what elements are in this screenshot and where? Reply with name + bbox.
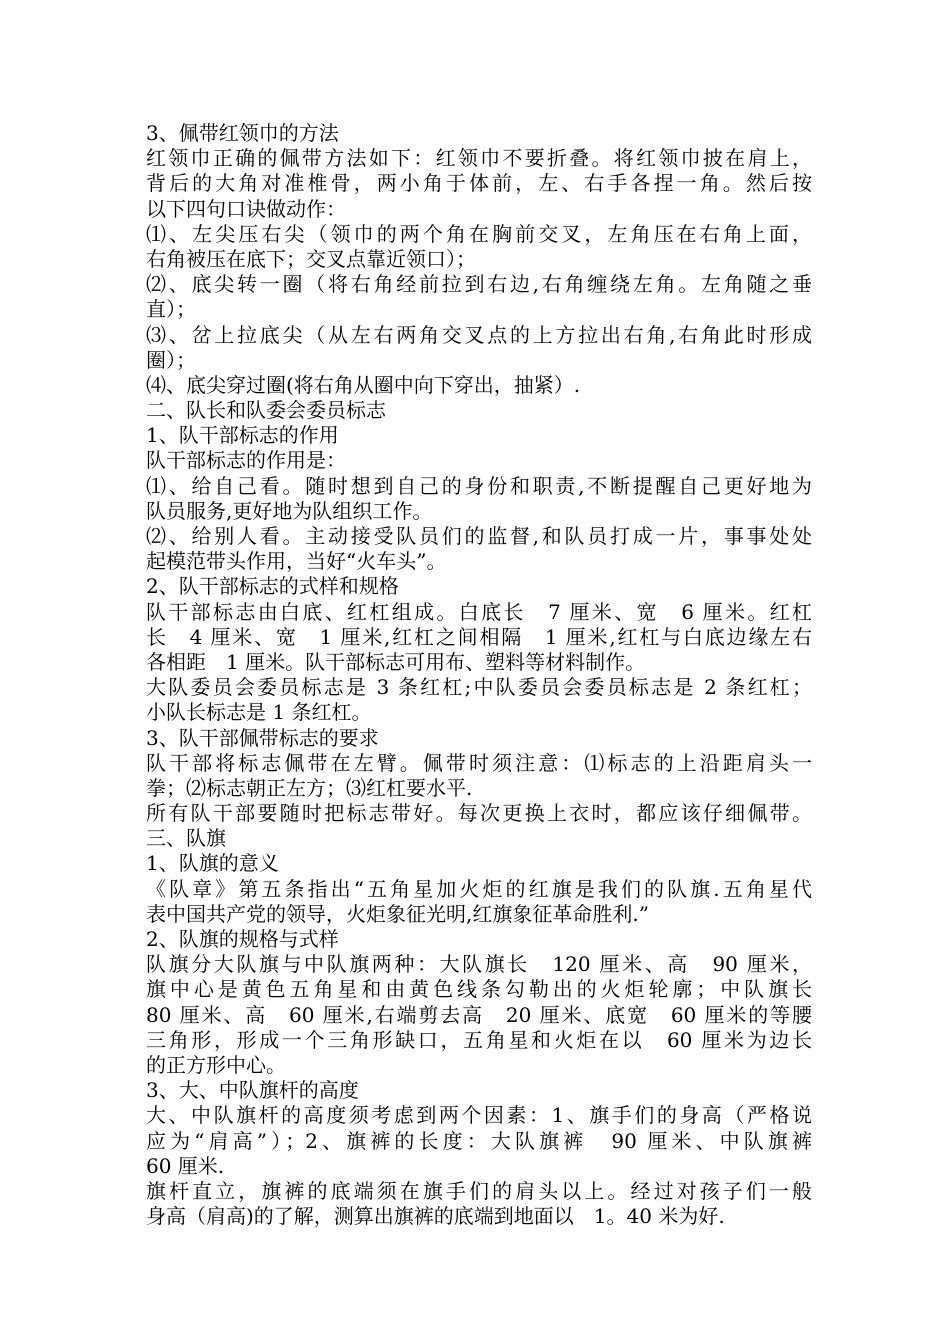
paragraph-line: 身高（肩高)的了解，测算出旗裤的底端到地面以 1。40 米为好.	[146, 1204, 725, 1229]
paragraph-line: 所有队干部要随时把标志带好。每次更换上衣时，都应该仔细佩带。	[146, 801, 812, 826]
section-heading: 2、队旗的规格与式样	[146, 927, 339, 951]
paragraph-line: 小队长标志是 1 条红杠。	[146, 700, 372, 725]
paragraph-line: 旗中心是黄色五角星和由黄色线条勾勒出的火炬轮廓；中队旗长	[146, 977, 812, 1002]
paragraph-line: 起模范带头作用，当好“火车头”。	[146, 549, 447, 574]
paragraph-line: 队干部标志的作用是：	[146, 448, 346, 473]
paragraph-line: 队干部标志由白底、红杠组成。白底长 7 厘米、宽 6 厘米。红杠	[146, 599, 812, 624]
paragraph-line: 旗杆直立，旗裤的底端须在旗手们的肩头以上。经过对孩子们一般	[146, 1178, 812, 1203]
section-heading: 2、队干部标志的式样和规格	[146, 574, 399, 599]
paragraph-line: 应为“肩高”）；2、旗裤的长度：大队旗裤 90 厘米、中队旗裤	[146, 1128, 812, 1153]
paragraph-line: 大队委员会委员标志是 3 条红杠;中队委员会委员标志是 2 条红杠；	[146, 675, 812, 700]
paragraph-line: 队旗分大队旗与中队旗两种：大队旗长 120 厘米、高 90 厘米，	[146, 952, 812, 977]
paragraph-line: 右角被压在底下；交叉点靠近领口）；	[146, 246, 476, 271]
paragraph-line: 拳；⑵标志朝正左方；⑶红杠要水平.	[146, 775, 473, 800]
section-heading: 1、队旗的意义	[146, 851, 279, 876]
paragraph-line: 大、中队旗杆的高度须考虑到两个因素：1、旗手们的身高（严格说	[146, 1103, 812, 1128]
paragraph-line: 各相距 1 厘米。队干部标志可用布、塑料等材料制作。	[146, 649, 646, 674]
paragraph-line: ⑵、给别人看。主动接受队员们的监督,和队员打成一片，事事处处	[146, 524, 812, 548]
section-heading: 1、队干部标志的作用	[146, 423, 339, 448]
paragraph-line: 表中国共产党的领导，火炬象征光明,红旗象征革命胜利.”	[146, 901, 649, 926]
paragraph-line: 直）；	[146, 297, 196, 322]
paragraph-line: 60 厘米.	[146, 1153, 225, 1178]
paragraph-line: ⑷、底尖穿过圈(将右角从圈中向下穿出，抽紧）.	[146, 372, 581, 397]
document-body	[146, 121, 812, 1229]
paragraph-line: 三角形，形成一个三角形缺口，五角星和火炬在以 60 厘米为边长	[146, 1027, 812, 1052]
section-heading: 三、队旗	[146, 826, 226, 851]
paragraph-line: 以下四句口诀做动作：	[146, 196, 346, 221]
paragraph-line: ⑶、岔上拉底尖（从左右两角交叉点的上方拉出右角,右角此时形成	[146, 322, 812, 347]
paragraph-line: 的正方形中心。	[146, 1052, 286, 1077]
section-heading: 二、队长和队委会委员标志	[146, 398, 386, 423]
paragraph-line: 队干部将标志佩带在左臂。佩带时须注意：⑴标志的上沿距肩头一	[146, 750, 812, 775]
paragraph-line: 长 4 厘米、宽 1 厘米,红杠之间相隔 1 厘米,红杠与白底边缘左右	[146, 624, 812, 649]
paragraph-line: 圈）；	[146, 347, 196, 372]
section-heading: 3、大、中队旗杆的高度	[146, 1078, 359, 1103]
paragraph-line: ⑴、给自己看。随时想到自己的身份和职责,不断提醒自己更好地为	[146, 473, 812, 498]
paragraph-line: 80 厘米、高 60 厘米,右端剪去高 20 厘米、底宽 60 厘米的等腰	[146, 1002, 812, 1027]
section-heading: 3、佩带红领巾的方法	[146, 121, 339, 145]
paragraph-line: 红领巾正确的佩带方法如下：红领巾不要折叠。将红领巾披在肩上，	[146, 146, 812, 171]
paragraph-line: ⑴、左尖压右尖（领巾的两个角在胸前交叉，左角压在右角上面，	[146, 221, 812, 246]
section-heading: 3、队干部佩带标志的要求	[146, 725, 379, 750]
paragraph-line: ⑵、底尖转一圈（将右角经前拉到右边,右角缠绕左角。左角随之垂	[146, 272, 812, 297]
paragraph-line: 《队章》第五条指出“五角星加火炬的红旗是我们的队旗.五角星代	[146, 876, 812, 901]
paragraph-line: 队员服务,更好地为队组织工作。	[146, 498, 433, 523]
paragraph-line: 背后的大角对准椎骨，两小角于体前，左、右手各捏一角。然后按	[146, 171, 812, 196]
